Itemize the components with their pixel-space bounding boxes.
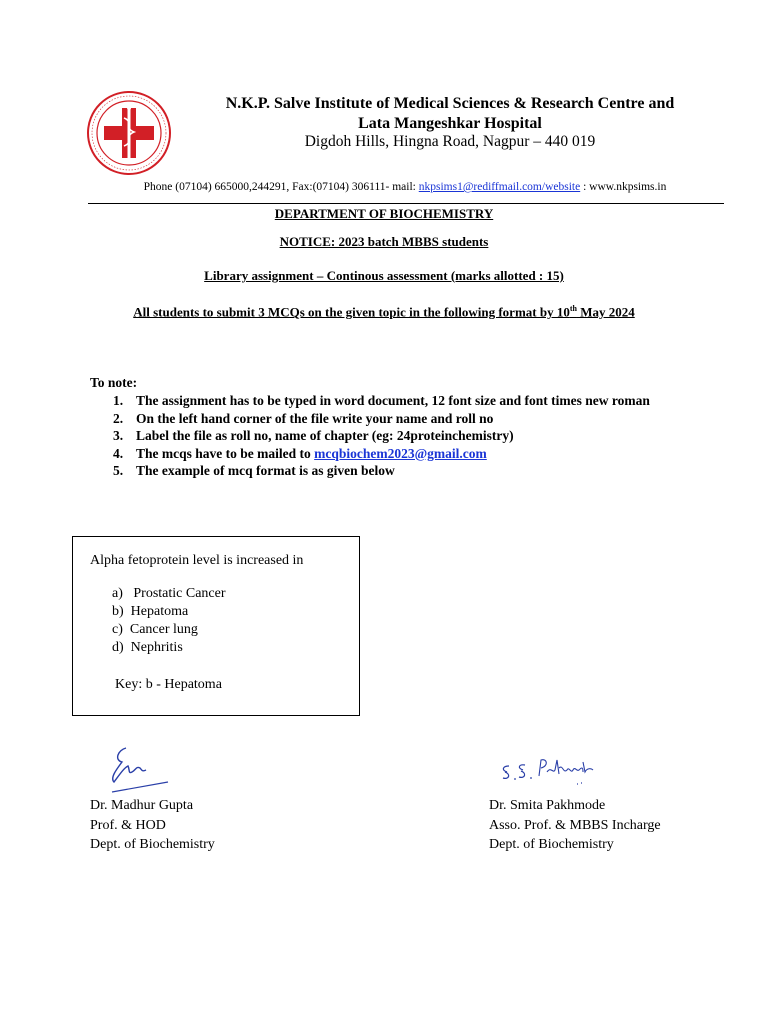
- contact-suffix: : www.nkpsims.in: [580, 181, 667, 193]
- list-item: [90, 445, 690, 463]
- assignment-heading: Library assignment – Continous assessment (marks allotted : 15): [204, 268, 564, 283]
- mcq-example-box: [72, 536, 360, 716]
- department-heading: DEPARTMENT OF BIOCHEMISTRY: [274, 206, 494, 221]
- list-item-number: 3.: [113, 428, 124, 443]
- signatory-department: Dept. of Biochemistry: [90, 837, 215, 852]
- instruction-text: All students to submit 3 MCQs on the given topic in the following format by 10: [133, 304, 570, 320]
- notes-heading: To note:: [90, 375, 138, 390]
- mcq-answer-key: Key: b - Hepatoma: [115, 677, 222, 692]
- list-item-text: On the left hand corner of the file write your name and roll no: [136, 410, 494, 426]
- institution-name-line2: Lata Mangeshkar Hospital: [358, 115, 542, 132]
- list-item-text: The example of mcq format is as given below: [136, 463, 395, 478]
- list-item: [90, 462, 690, 480]
- contact-line: [90, 181, 720, 193]
- signatory-name: Dr. Smita Pakhmode: [489, 798, 606, 813]
- signature-madhur-gupta: [106, 744, 176, 801]
- contact-prefix: Phone (07104) 665000,244291, Fax:(07104) 306111- mail:: [143, 181, 419, 193]
- submission-instruction: [40, 304, 728, 320]
- mcq-option-a: a) Prostatic Cancer: [112, 586, 226, 601]
- signature-smita-pakhmode: [497, 754, 607, 795]
- mcq-question: Alpha fetoprotein level is increased in: [90, 553, 304, 568]
- signatory-title: Asso. Prof. & MBBS Incharge: [489, 817, 661, 833]
- list-item: [90, 427, 690, 445]
- signatory-name: Dr. Madhur Gupta: [90, 798, 194, 813]
- institute-logo: [86, 90, 172, 176]
- signatory-left: [90, 796, 215, 855]
- list-item-text: The assignment has to be typed in word document, 12 font size and font times new roman: [136, 393, 650, 408]
- mcq-option-c: c) Cancer lung: [112, 622, 198, 637]
- list-item-text: Label the file as roll no, name of chapter (eg: 24proteinchemistry): [136, 428, 514, 443]
- institution-address: Digdoh Hills, Hingna Road, Nagpur – 440 019: [304, 133, 596, 150]
- instruction-superscript: th: [569, 304, 577, 313]
- contact-email-link[interactable]: nkpsims1@rediffmail.com/website: [418, 181, 581, 193]
- list-item-number: 2.: [113, 410, 124, 426]
- list-item: [90, 392, 690, 410]
- list-item-number: 5.: [113, 463, 124, 478]
- list-item-number: 1.: [113, 393, 124, 408]
- instruction-date: May 2024: [576, 304, 635, 320]
- institution-name-line1: N.K.P. Salve Institute of Medical Sciences & Research Centre and: [225, 95, 675, 112]
- institution-name: [200, 94, 700, 134]
- header-divider: [88, 203, 724, 204]
- signatory-right: [489, 796, 661, 855]
- list-item-number: 4.: [113, 445, 124, 461]
- signatory-title: Prof. & HOD: [90, 817, 166, 833]
- mcq-option-d: d) Nephritis: [112, 640, 183, 655]
- notes-list: [90, 392, 690, 480]
- list-item: [90, 410, 690, 428]
- list-item-text: The mcqs have to be mailed to: [136, 445, 315, 461]
- signatory-department: Dept. of Biochemistry: [489, 837, 614, 852]
- mcq-email-link[interactable]: mcqbiochem2023@gmail.com: [314, 445, 487, 461]
- notice-title: NOTICE: 2023 batch MBBS students: [279, 234, 489, 249]
- mcq-option-b: b) Hepatoma: [112, 604, 189, 619]
